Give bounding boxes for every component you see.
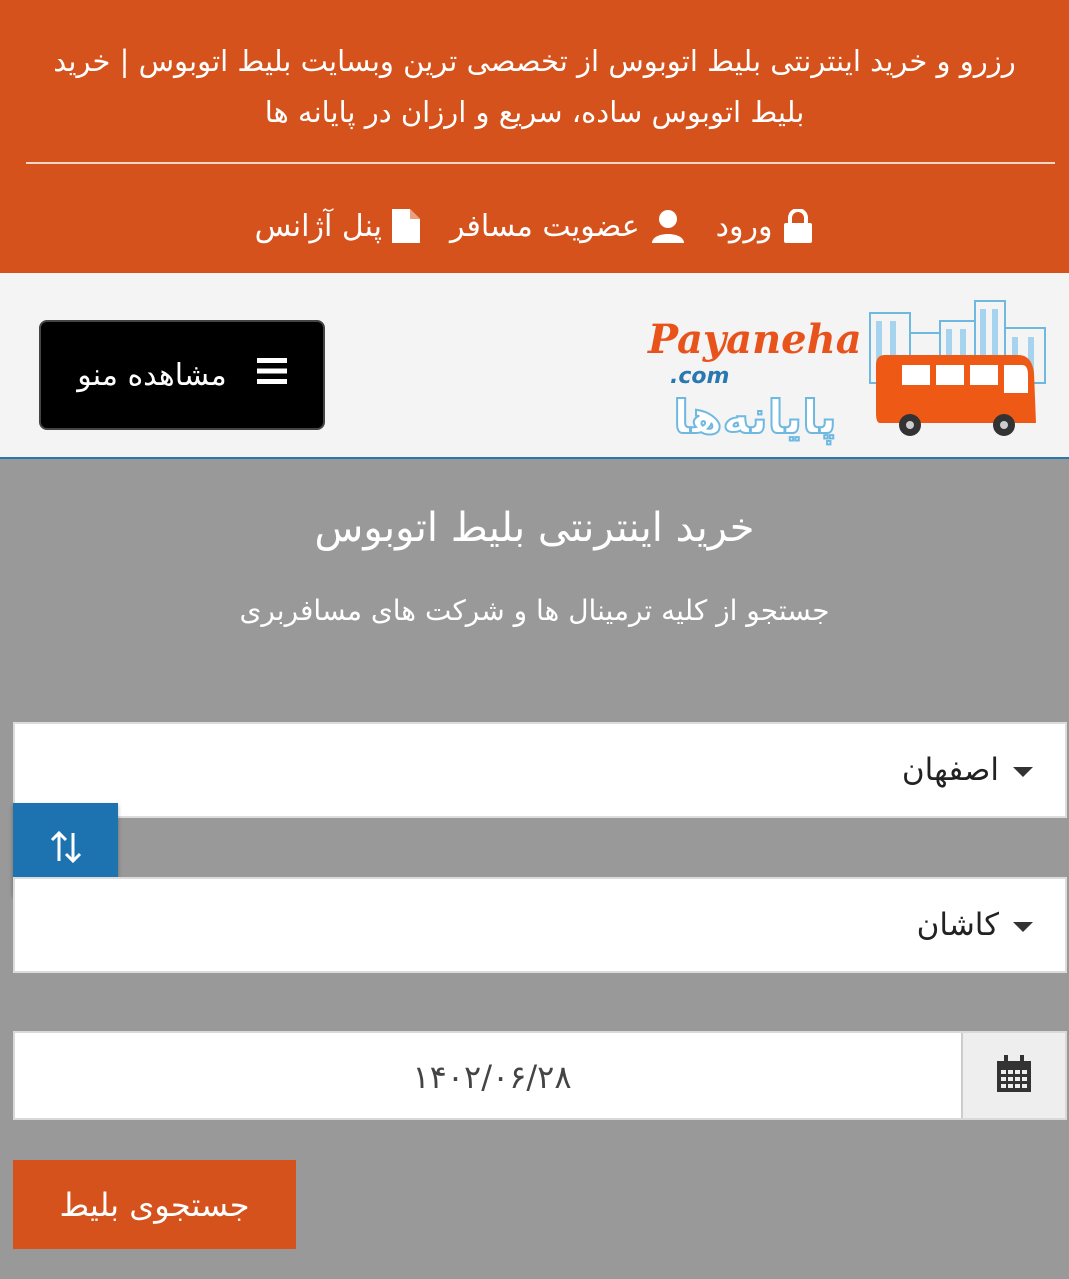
agency-panel-link[interactable] [255,209,420,244]
page-subtitle: جستجو از کلیه ترمینال ها و شرکت های مسافربری [239,594,830,627]
register-label: عضویت مسافر [449,208,640,244]
origin-value: اصفهان [901,752,999,788]
logo-text-en: Payaneha [648,316,862,363]
date-input[interactable] [15,1033,969,1120]
show-menu-button[interactable] [39,320,325,430]
site-header [0,273,1069,459]
login-link[interactable] [716,209,815,244]
calendar-button[interactable] [961,1033,1065,1118]
register-link[interactable] [450,209,686,244]
swap-arrows-icon [49,829,83,869]
lock-icon [782,209,814,243]
calendar-icon [996,1055,1032,1097]
date-picker [13,1031,1067,1120]
site-tagline: رزرو و خرید اینترنتی بلیط اتوبوس از تخصصی ترین وبسایت بلیط اتوبوس | خرید بلیط اتوبوس ساده، سریع و ارزان در پایانه ها [53,44,1016,129]
search-ticket-button[interactable]: جستجوی بلیط [13,1160,296,1249]
login-label: ورود [715,208,773,244]
chevron-down-icon [1013,922,1033,932]
page-title: خرید اینترنتی بلیط اتوبوس [314,505,755,551]
menu-label: مشاهده منو [77,357,227,393]
destination-value: کاشان [916,907,999,943]
logo-text-fa: پایانه‌ها [673,390,837,444]
site-logo[interactable] [640,293,1050,448]
destination-select[interactable] [13,877,1067,973]
user-icon [650,209,686,243]
logo-text-com: .com [670,364,730,389]
account-links [0,196,1069,256]
file-icon [392,209,420,243]
top-banner [0,0,1069,273]
chevron-down-icon [1013,767,1033,777]
origin-select[interactable] [13,722,1067,818]
agency-panel-label: پنل آژانس [254,208,382,244]
hamburger-icon [257,356,287,394]
banner-divider [26,162,1055,164]
